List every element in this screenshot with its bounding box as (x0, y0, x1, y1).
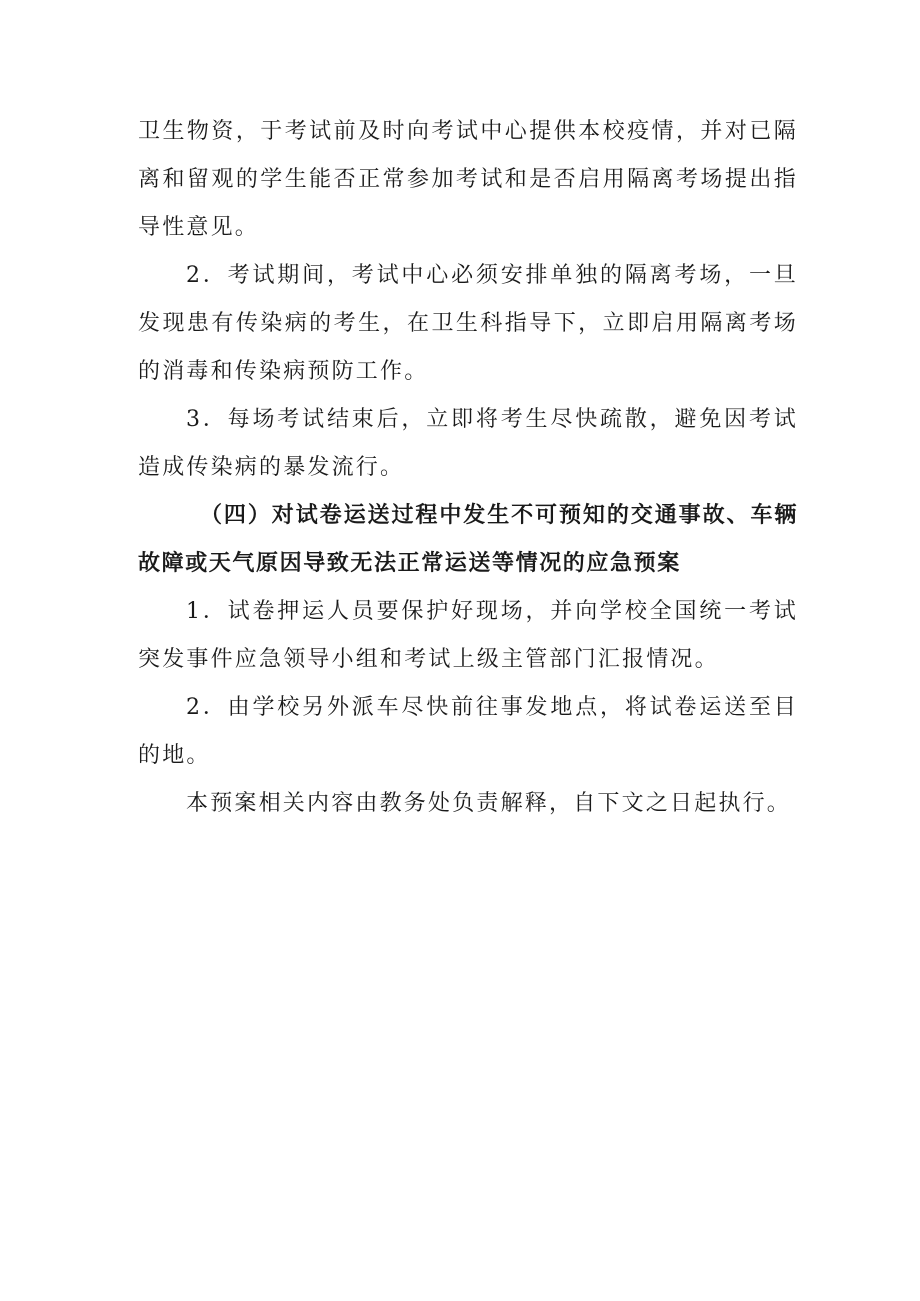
paragraph-continuation: 卫生物资，于考试前及时向考试中心提供本校疫情，并对已隔离和留观的学生能否正常参加考试和是否启用隔离考场提出指导性意见。 (138, 119, 798, 240)
paragraph-item-3: 3．每场考试结束后，立即将考生尽快疏散，避免因考试造成传染病的暴发流行。 (138, 407, 798, 480)
paragraph-item-2b: 2．由学校另外派车尽快前往事发地点，将试卷运送至目的地。 (138, 695, 798, 768)
paragraph-item-1: 1．试卷押运人员要保护好现场，并向学校全国统一考试突发事件应急领导小组和考试上级主管部门汇报情况。 (138, 599, 798, 672)
closing-paragraph: 本预案相关内容由教务处负责解释，自下文之日起执行。 (186, 791, 792, 816)
paragraph-item-2: 2．考试期间，考试中心必须安排单独的隔离考场，一旦发现患有传染病的考生，在卫生科指导下，立即启用隔离考场的消毒和传染病预防工作。 (138, 263, 798, 384)
document-body (138, 108, 798, 828)
section-heading-4: （四）对试卷运送过程中发生不可预知的交通事故、车辆故障或天气原因导致无法正常运送等情况的应急预案 (138, 503, 798, 576)
